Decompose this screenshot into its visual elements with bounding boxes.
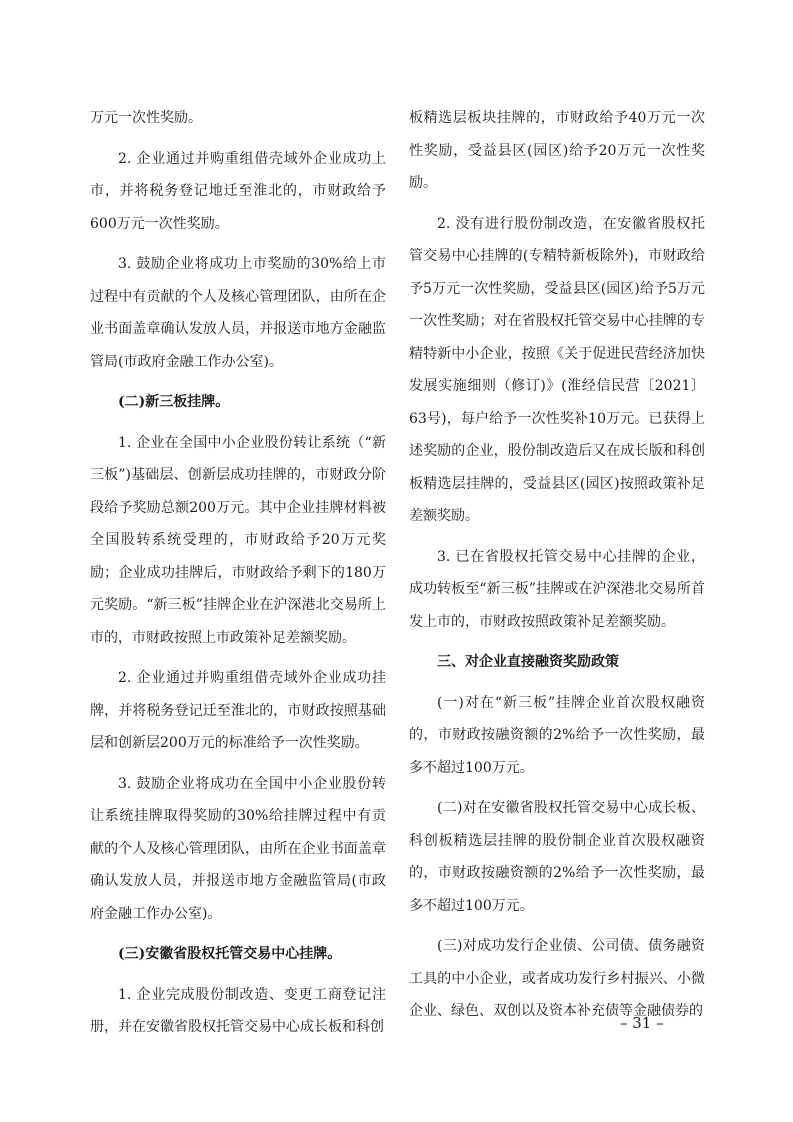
paragraph: 1. 企业完成股份制改造、变更工商登记注册，并在安徽省股权托管交易中心成长板和科创	[90, 986, 386, 1035]
paragraph: 万元一次性奖励。	[90, 110, 202, 126]
left-column	[90, 102, 386, 1052]
paragraph: (二)对在安徽省股权托管交易中心成长板、科创板精选层挂牌的股份制企业首次股权融资的，市财政按融资额的2%给予一次性奖励，最多不超过100万元。	[409, 800, 705, 914]
section-heading: (三)安徽省股权托管交易中心挂牌。	[118, 946, 342, 962]
paragraph: 3. 鼓励企业将成功在全国中小企业股份转让系统挂牌取得奖励的30%给挂牌过程中有贡献的个人及核心管理团队，由所在企业书面盖章确认发放人员，并报送市地方金融监管局(市政府金融工作办公室)。	[90, 775, 386, 922]
paragraph: 3. 已在省股权托管交易中心挂牌的企业，成功转板至“新三板”挂牌或在沪深港北交易所首发上市的，市财政按照政策补足差额奖励。	[409, 548, 705, 630]
paragraph: 2. 企业通过并购重组借壳域外企业成功上市，并将税务登记地迁至淮北的，市财政给予600万元一次性奖励。	[90, 150, 386, 232]
page-number: – 31 –	[620, 1014, 664, 1032]
paragraph: 2. 企业通过并购重组借壳域外企业成功挂牌，并将税务登记迁至淮北的，市财政按照基础层和创新层200万元的标准给予一次性奖励。	[90, 670, 386, 751]
paragraph: (三)对成功发行企业债、公司债、债务融资工具的中小企业，或者成功发行乡村振兴、小微企业、绿色、双创以及资本补充债等金融债券的	[409, 938, 705, 1019]
paragraph: 板精选层板块挂牌的，市财政给予40万元一次性奖励，受益县区(园区)给予20万元一次性奖励。	[409, 110, 705, 191]
paragraph: 1. 企业在全国中小企业股份转让系统（“新三板”)基础层、创新层成功挂牌的，市财政分阶段给予奖励总额200万元。其中企业挂牌材料被全国股转系统受理的，市财政给予20万元奖励；企业成功挂牌后，市财政给予剩下的180万元奖励。“新三板”挂牌企业在沪深港北交易所上市的，市财政按照上市政策补足差额奖励。	[90, 434, 386, 646]
paragraph: 2. 没有进行股份制改造，在安徽省股权托管交易中心挂牌的(专精特新板除外)，市财政给予5万元一次性奖励，受益县区(园区)给予5万元一次性奖励；对在省股权托管交易中心挂牌的专精特新中小企业，按照《关于促进民营经济加快发展实施细则（修订)》(淮经信民营〔2021〕63号)，每户给予一次性奖补10万元。已获得上述奖励的企业，股份制改造后又在成长版和科创板精选层挂牌的，受益县区(园区)按照政策补足差额奖励。	[409, 215, 705, 524]
right-column	[409, 102, 705, 1036]
section-heading: 三、对企业直接融资奖励政策	[437, 654, 619, 670]
paragraph: (一)对在“新三板”挂牌企业首次股权融资的，市财政按融资额的2%给予一次性奖励，最多不超过100万元。	[409, 694, 705, 776]
section-heading: (二)新三板挂牌。	[118, 394, 230, 410]
paragraph: 3. 鼓励企业将成功上市奖励的30%给上市过程中有贡献的个人及核心管理团队，由所在企业书面盖章确认发放人员，并报送市地方金融监管局(市政府金融工作办公室)。	[90, 256, 386, 370]
